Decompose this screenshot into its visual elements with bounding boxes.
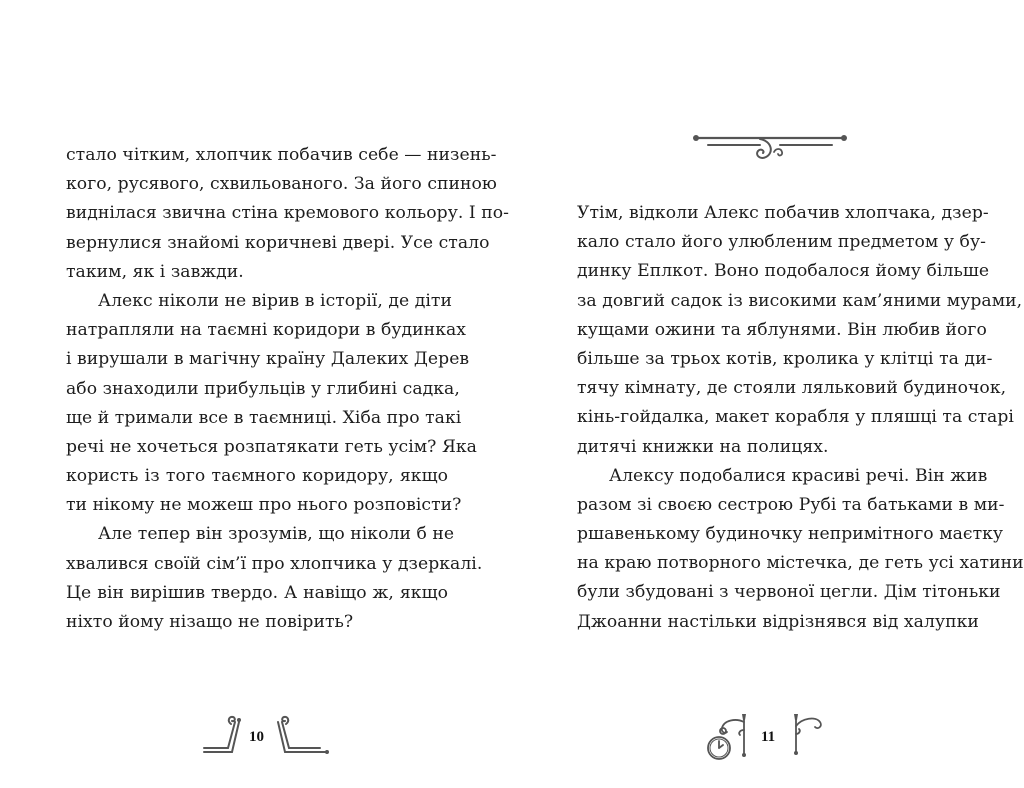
paragraph [577, 462, 1024, 637]
text-line: користь із того таємного коридору, якщо [66, 466, 448, 487]
text-line: натрапляли на таємні коридори в будинках [66, 320, 467, 341]
paragraph [66, 287, 477, 521]
text-line: динку Еплкот. Воно подобалося йому більше [577, 261, 990, 282]
text-line: або знаходили прибульців у глибині садка, [66, 378, 460, 399]
paragraph [577, 199, 1023, 462]
page-number-left: 10 [249, 729, 264, 745]
text-line: Але тепер він зрозумів, що ніколи б не [98, 524, 455, 545]
text-line: ще й тримали все в таємниці. Хіба про такі [66, 407, 462, 428]
text-line: на краю потворного містечка, де геть усі хатини [577, 553, 1024, 574]
text-line: ти нікому не можеш про нього розповісти? [66, 495, 462, 516]
text-line: Алекс ніколи не вірив в історії, де діти [98, 290, 452, 311]
pocket-watch-lamppost-icon [704, 712, 752, 764]
text-line: кого, русявого, схвильованого. За його спиною [66, 174, 497, 195]
paragraph [66, 141, 510, 287]
text-line: вернулися знайомі коричневі двері. Усе стало [66, 232, 490, 253]
text-line: були збудовані з червоної цегли. Дім тітоньки [577, 582, 1001, 603]
text-line: кінь-гойдалка, макет корабля у пляшці та старі [577, 407, 1014, 428]
text-line: стало чітким, хлопчик побачив себе — низень- [66, 145, 497, 165]
text-line: виднілася звична стіна кремового кольору. І по- [66, 203, 510, 224]
text-line: Джоанни настільки відрізнявся від халупки [577, 611, 979, 632]
text-line: Утім, відколи Алекс побачив хлопчака, дзер- [577, 203, 989, 223]
text-line: тячу кімнату, де стояли ляльковий будиночок, [577, 378, 1007, 399]
text-line: кущами ожини та яблунями. Він любив його [577, 319, 987, 340]
text-line: Це він вирішив твердо. А навіщо ж, якщо [66, 582, 448, 603]
text-line: речі не хочеться розпатякати геть усім? Яка [66, 436, 477, 457]
text-line: разом зі своєю сестрою Рубі та батьками в ми- [577, 494, 1005, 515]
text-line: ршавенькому будиночку непримітного маєтку [577, 524, 1004, 545]
text-line: таким, як і завжди. [66, 261, 244, 282]
text-line: кало стало його улюбленим предметом у бу- [577, 232, 986, 253]
text-line: Алексу подобалися красиві речі. Він жив [609, 465, 988, 486]
text-line: ніхто йому нізащо не повірить? [66, 612, 354, 632]
paragraph [66, 520, 483, 637]
left-page-text [66, 141, 510, 637]
text-line: більше за трьох котів, кролика у клітці та ди- [577, 348, 993, 369]
right-page [512, 0, 1024, 788]
text-line: за довгий садок із високими кам’яними мурами, [577, 290, 1023, 311]
right-page-text [577, 199, 1024, 637]
text-line: хвалився своїй сім’ї про хлопчика у дзеркалі. [66, 553, 483, 574]
scroll-divider-icon [690, 130, 850, 166]
text-line: і вирушали в магічну країну Далеких Дерев [66, 349, 470, 370]
lamppost-flourish-icon [790, 712, 830, 756]
page-number-right: 11 [761, 729, 776, 745]
corner-flourish-left-icon [202, 712, 244, 756]
text-line: дитячі книжки на полицях. [577, 436, 829, 457]
corner-flourish-right-icon [276, 712, 330, 756]
